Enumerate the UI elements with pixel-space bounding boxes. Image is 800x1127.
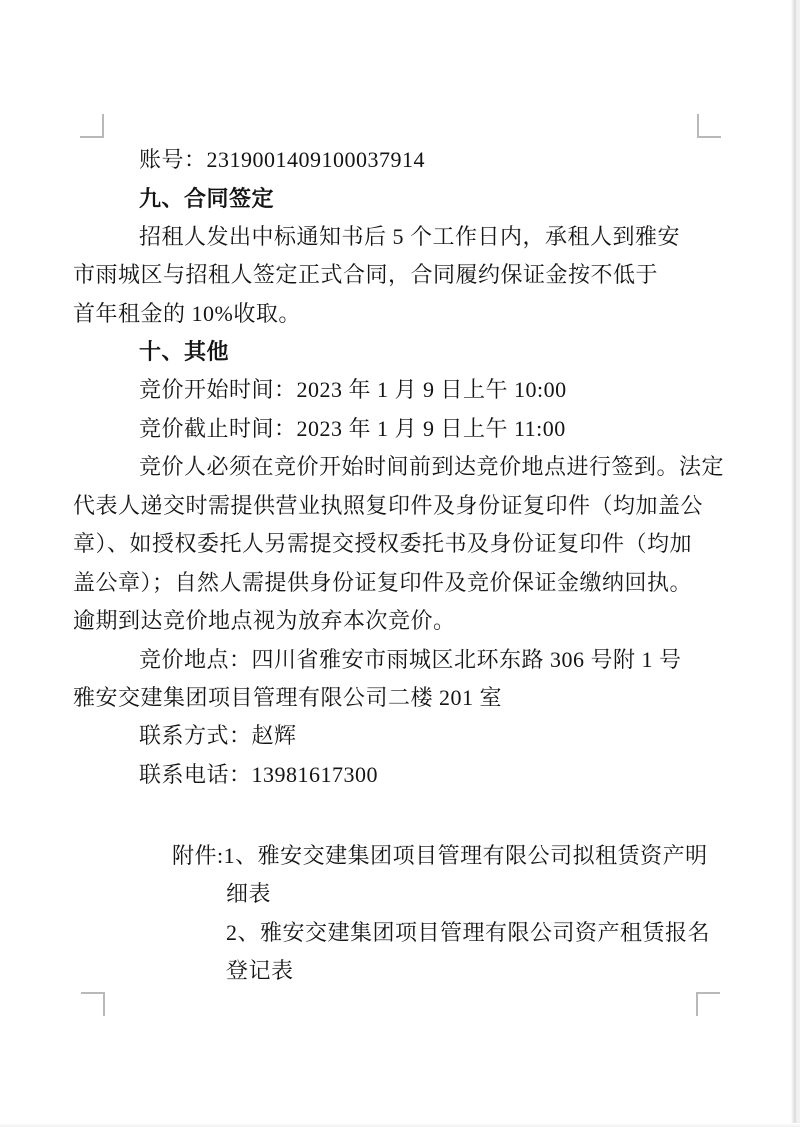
auction-location-line-1: 竞价地点：四川省雅安市雨城区北环东路 306 号附 1 号 [139,647,682,672]
notice-paragraph-line-1: 竞价人必须在竞价开始时间前到达竞价地点进行签到。法定 [139,454,725,479]
notice-paragraph-line-2: 代表人递交时需提供营业执照复印件及身份证复印件（均加盖公 [73,493,704,518]
attachment-line-2: 细表 [226,881,272,906]
section-9-paragraph-line-1: 招租人发出中标通知书后 5 个工作日内，承租人到雅安 [139,224,681,249]
crop-mark-bottom-right-icon [696,992,720,1016]
section-9-heading: 九、合同签定 [139,186,275,211]
page-bottom-edge-shadow [0,1123,800,1127]
section-10-heading: 十、其他 [139,339,230,364]
attachment-line-4: 登记表 [226,958,294,983]
attachment-line-3: 2、雅安交建集团项目管理有限公司资产租赁报名 [226,920,711,945]
auction-end-time-line: 竞价截止时间：2023 年 1 月 9 日上午 11:00 [139,416,566,441]
contact-person-line: 联系方式：赵辉 [139,723,297,748]
page-right-edge-shadow [791,0,800,1127]
auction-location-line-2: 雅安交建集团项目管理有限公司二楼 201 室 [73,685,503,710]
crop-mark-top-left-icon [80,114,104,138]
attachment-line-1: 附件:1、雅安交建集团项目管理有限公司拟租赁资产明 [172,843,708,868]
contact-phone-line: 联系电话：13981617300 [139,762,379,787]
account-number-line: 账号：2319001409100037914 [139,147,426,172]
crop-mark-top-right-icon [697,114,721,138]
notice-paragraph-line-3: 章）、如授权委托人另需提交授权委托书及身份证复印件（均加 [73,531,693,556]
notice-paragraph-line-4: 盖公章）；自然人需提供身份证复印件及竞价保证金缴纳回执。 [73,570,693,595]
section-9-paragraph-line-2: 市雨城区与招租人签定正式合同，合同履约保证金按不低于 [73,262,659,287]
crop-mark-bottom-left-icon [81,992,105,1016]
auction-start-time-line: 竞价开始时间：2023 年 1 月 9 日上午 10:00 [139,377,567,402]
section-9-paragraph-line-3: 首年租金的 10%收取。 [73,301,301,326]
notice-paragraph-line-5: 逾期到达竞价地点视为放弃本次竞价。 [73,608,456,633]
